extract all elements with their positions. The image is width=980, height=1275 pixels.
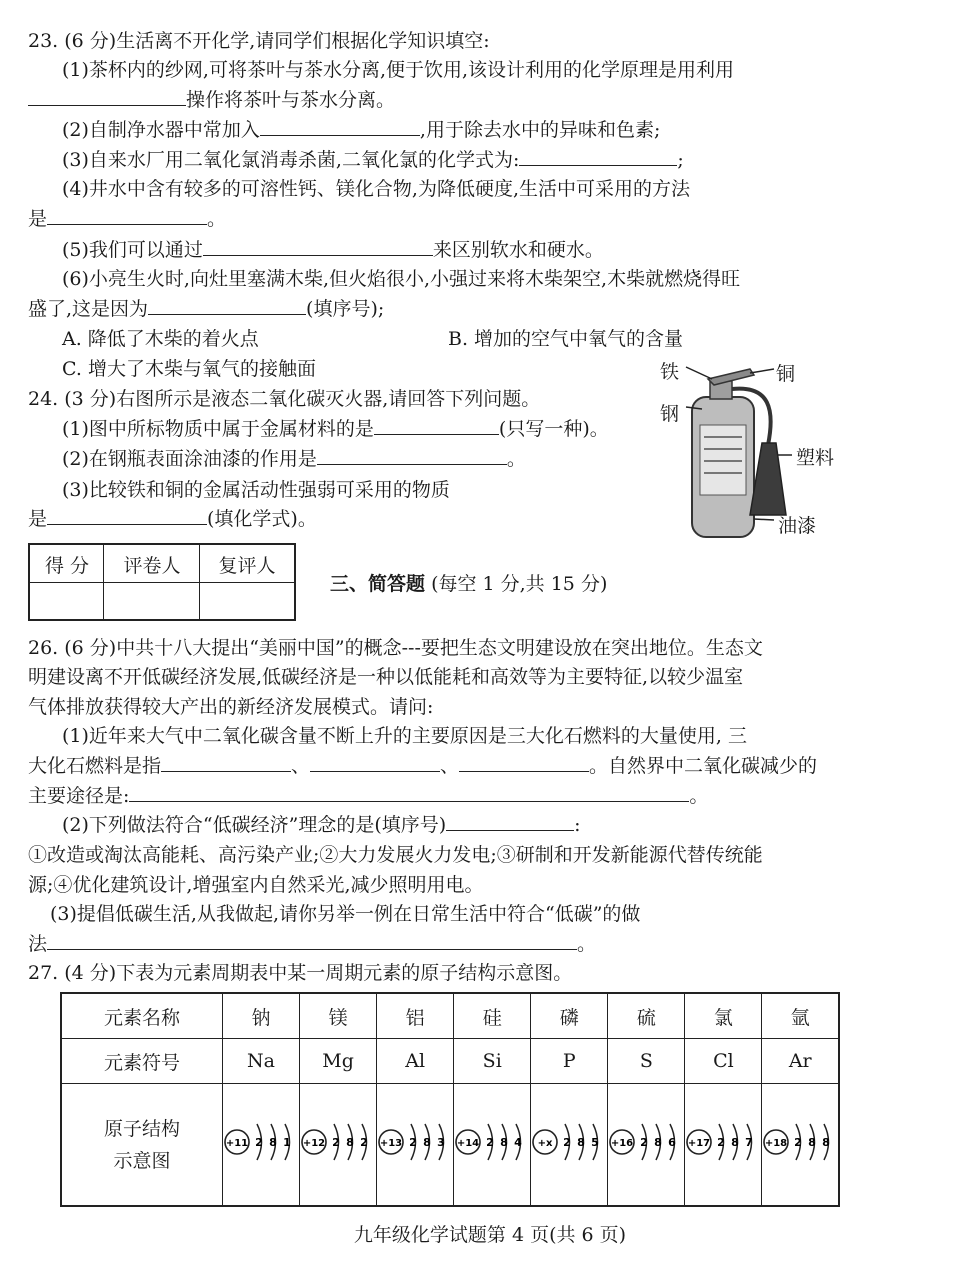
q23-part6-line2 xyxy=(28,296,384,322)
section-3-heading xyxy=(330,571,607,597)
q26-sep-1: 、 xyxy=(291,755,311,777)
atom-diagram-cell xyxy=(454,1084,531,1207)
grading-grader-label: 评卷人 xyxy=(123,555,181,577)
q24-part2-tail: 。 xyxy=(506,448,526,470)
q26-line-2: 明建设离不开低碳经济发展,低碳经济是一种以低能耗和高效等为主要特征,以较少温室 xyxy=(28,666,744,688)
q23-part4-line2 xyxy=(28,206,226,232)
atom-structure-diagram xyxy=(608,1112,688,1172)
element-name-cell: 铝 xyxy=(377,993,454,1039)
element-symbol-cell: Cl xyxy=(685,1039,762,1084)
q24-part3-tail: (填化学式)。 xyxy=(207,508,317,530)
electron-count: 8 xyxy=(500,1136,509,1149)
q24-blank-1[interactable] xyxy=(374,416,499,435)
q26-blank-fuel-1[interactable] xyxy=(161,753,291,772)
q24-part2-text: (2)在钢瓶表面涂油漆的作用是 xyxy=(62,448,317,470)
q23-blank-6[interactable] xyxy=(148,296,306,315)
q24-part2 xyxy=(62,446,526,472)
q26-line-1: 26. (6 分)中共十八大提出“美丽中国”的概念---要把生态文明建设放在突出地位。生态文 xyxy=(28,637,763,659)
element-symbol-header: 元素符号 xyxy=(61,1039,223,1084)
label-iron: 铁 xyxy=(660,361,680,383)
electron-count: 2 xyxy=(486,1136,495,1149)
element-symbol-row xyxy=(61,1039,839,1084)
page-footer: 九年级化学试题第 4 页(共 6 页) xyxy=(353,1224,627,1246)
q26-part2-text: (2)下列做法符合“低碳经济”理念的是(填序号) xyxy=(62,814,447,836)
q23-part6-tail: (填序号); xyxy=(306,298,385,320)
element-symbol-cell: Mg xyxy=(300,1039,377,1084)
q23-part6-text: (6)小亮生火时,向灶里塞满木柴,但火焰很小,小强过来将木柴架空,木柴就燃烧得旺 xyxy=(62,268,741,290)
q23-part3 xyxy=(62,147,684,173)
q23-blank-1[interactable] xyxy=(28,87,186,106)
label-copper: 铜 xyxy=(776,363,796,385)
q23-option-a: A. 降低了木柴的着火点 xyxy=(62,328,259,350)
electron-count: 8 xyxy=(731,1136,740,1149)
electron-count: 1 xyxy=(283,1136,291,1149)
q24-part1-text: (1)图中所标物质中属于金属材料的是 xyxy=(62,418,374,440)
atom-diagram-cell xyxy=(531,1084,608,1207)
q23-part4-tail: 。 xyxy=(207,208,227,230)
fire-extinguisher-figure xyxy=(650,355,890,545)
element-name-cell: 硫 xyxy=(608,993,685,1039)
electron-count: 2 xyxy=(563,1136,572,1149)
electron-count: 6 xyxy=(668,1136,677,1149)
grading-score-label: 得 分 xyxy=(44,555,90,577)
q23-part4-text: (4)井水中含有较多的可溶性钙、镁化合物,为降低硬度,生活中可采用的方法 xyxy=(62,178,690,200)
electron-count: 8 xyxy=(423,1136,431,1149)
q23-blank-2[interactable] xyxy=(260,117,420,136)
q23-part5 xyxy=(62,237,604,263)
atom-structure-diagram xyxy=(300,1112,380,1172)
atom-diagram-cell xyxy=(300,1084,377,1207)
electron-count: 2 xyxy=(360,1136,368,1149)
element-name-cell: 硅 xyxy=(454,993,531,1039)
element-name-cell: 氩 xyxy=(762,993,839,1039)
atom-structure-diagram xyxy=(377,1112,457,1172)
atom-diagram-header-line1: 原子结构 xyxy=(103,1117,180,1140)
q23-option-b: B. 增加的空气中氧气的含量 xyxy=(448,328,684,350)
q26-part1-end: 。 xyxy=(689,785,709,807)
electron-count: 8 xyxy=(269,1136,277,1149)
q24-part3-text: (3)比较铁和铜的金属活动性强弱可采用的物质 xyxy=(62,479,450,501)
atom-diagram-cell xyxy=(762,1084,839,1207)
nucleus-charge: +17 xyxy=(688,1138,711,1149)
q24-blank-3[interactable] xyxy=(47,506,207,525)
atom-diagram-cell xyxy=(608,1084,685,1207)
q26-part2-tail: : xyxy=(574,814,581,836)
grading-reviewer-label: 复评人 xyxy=(218,555,276,577)
q26-part2-options-2: 源;④优化建筑设计,增强室内自然采光,减少照明用电。 xyxy=(28,874,484,896)
atom-structure-diagram xyxy=(223,1112,303,1172)
q24-title: 24. (3 分)右图所示是液态二氧化碳灭火器,请回答下列问题。 xyxy=(28,388,541,410)
q26-blank-fuel-3[interactable] xyxy=(459,753,589,772)
nucleus-charge: +12 xyxy=(302,1138,326,1149)
electron-count: 2 xyxy=(640,1136,649,1149)
electron-count: 8 xyxy=(822,1136,831,1149)
fire-extinguisher-icon xyxy=(650,355,890,545)
q23-part3-tail: ; xyxy=(677,149,684,171)
q27-title: 27. (4 分)下表为元素周期表中某一周期元素的原子结构示意图。 xyxy=(28,962,573,984)
label-steel: 钢 xyxy=(660,403,680,425)
q23-part1-text: (1)茶杯内的纱网,可将茶叶与茶水分离,便于饮用,该设计利用的化学原理是用利用 xyxy=(62,59,735,81)
electron-count: 2 xyxy=(794,1136,803,1149)
atom-diagram-cell xyxy=(223,1084,300,1207)
electron-count: 4 xyxy=(514,1136,523,1149)
section-3-title: 三、简答题 xyxy=(330,573,426,595)
q26-line-3: 气体排放获得较大产出的新经济发展模式。请问: xyxy=(28,696,434,718)
atom-structure-diagram xyxy=(454,1112,534,1172)
q23-blank-5[interactable] xyxy=(203,237,433,256)
q26-part1-line3 xyxy=(28,783,708,809)
electron-count: 5 xyxy=(591,1136,600,1149)
q23-part3-text: (3)自来水厂用二氧化氯消毒杀菌,二氧化氯的化学式为: xyxy=(62,149,520,171)
nucleus-charge: +16 xyxy=(611,1138,634,1149)
q23-part5-text: (5)我们可以通过 xyxy=(62,239,203,261)
element-name-header: 元素名称 xyxy=(61,993,223,1039)
atom-structure-diagram xyxy=(685,1112,765,1172)
element-name-cell: 镁 xyxy=(300,993,377,1039)
q26-part2-options-1: ①改造或淘汰高能耗、高污染产业;②大力发展火力发电;③研制和开发新能源代替传统能 xyxy=(28,844,763,866)
label-paint: 油漆 xyxy=(778,515,817,537)
q24-blank-2[interactable] xyxy=(317,446,507,465)
q26-part1-lead: 大化石燃料是指 xyxy=(28,755,162,777)
q26-blank-example[interactable] xyxy=(47,931,577,950)
q23-part2 xyxy=(62,117,660,143)
atom-diagram-header-line2: 示意图 xyxy=(113,1149,171,1172)
nucleus-charge: +x xyxy=(537,1138,553,1149)
element-symbol-cell: Na xyxy=(223,1039,300,1084)
q26-part3-lead: 法 xyxy=(28,933,48,955)
element-name-row xyxy=(61,993,839,1039)
q23-part1-line2 xyxy=(28,87,395,113)
electron-count: 7 xyxy=(745,1136,754,1149)
electron-count: 2 xyxy=(255,1136,263,1149)
q23-part4-lead: 是 xyxy=(28,208,48,230)
electron-count: 8 xyxy=(577,1136,586,1149)
element-symbol-cell: Al xyxy=(377,1039,454,1084)
q26-part3-text: (3)提倡低碳生活,从我做起,请你另举一例在日常生活中符合“低碳”的做 xyxy=(50,903,641,925)
q23-title: 23. (6 分)生活离不开化学,请同学们根据化学知识填空: xyxy=(28,30,490,52)
element-table xyxy=(60,992,840,1207)
element-name-cell: 钠 xyxy=(223,993,300,1039)
q23-blank-3[interactable] xyxy=(519,147,677,166)
element-symbol-cell: S xyxy=(608,1039,685,1084)
grading-box xyxy=(28,543,296,621)
nucleus-charge: +14 xyxy=(457,1138,480,1149)
q26-part1-line2 xyxy=(28,753,817,779)
nucleus-charge: +13 xyxy=(379,1138,403,1149)
q23-part6-lead: 盛了,这是因为 xyxy=(28,298,149,320)
q26-part1-text: (1)近年来大气中二氧化碳含量不断上升的主要原因是三大化石燃料的大量使用, 三 xyxy=(62,725,747,747)
element-name-cell: 磷 xyxy=(531,993,608,1039)
atom-diagram-cell xyxy=(377,1084,454,1207)
q24-part1-tail: (只写一种)。 xyxy=(498,418,609,440)
q26-part3-end: 。 xyxy=(577,933,597,955)
label-plastic: 塑料 xyxy=(796,447,835,469)
q23-option-c: C. 增大了木柴与氧气的接触面 xyxy=(62,358,316,380)
element-name-cell: 氯 xyxy=(685,993,762,1039)
electron-count: 2 xyxy=(717,1136,726,1149)
electron-count: 2 xyxy=(332,1136,340,1149)
q24-part3-line2 xyxy=(28,506,317,532)
q23-part2-text: (2)自制净水器中常加入 xyxy=(62,119,260,141)
atom-structure-diagram xyxy=(531,1112,611,1172)
q26-blank-co2-reduction[interactable] xyxy=(129,783,689,802)
atom-diagram-row xyxy=(61,1084,839,1207)
electron-count: 3 xyxy=(437,1136,445,1149)
atom-diagram-cell xyxy=(685,1084,762,1207)
q23-part1-tail: 操作将茶叶与茶水分离。 xyxy=(186,89,396,111)
atom-diagram-header xyxy=(61,1084,223,1207)
electron-count: 8 xyxy=(654,1136,663,1149)
q26-sep-2: 、 xyxy=(440,755,460,777)
q26-part1-tail: 。自然界中二氧化碳减少的 xyxy=(589,755,818,777)
element-symbol-cell: Si xyxy=(454,1039,531,1084)
q23-part2-tail: ,用于除去水中的异味和色素; xyxy=(419,119,661,141)
electron-count: 8 xyxy=(808,1136,817,1149)
atom-structure-diagram xyxy=(762,1112,842,1172)
q24-part3-lead: 是 xyxy=(28,508,48,530)
q26-part3-line2 xyxy=(28,931,596,957)
element-symbol-cell: Ar xyxy=(762,1039,839,1084)
element-symbol-cell: P xyxy=(531,1039,608,1084)
electron-count: 2 xyxy=(409,1136,417,1149)
q23-blank-4[interactable] xyxy=(47,206,207,225)
q26-part1-lead2: 主要途径是: xyxy=(28,785,130,807)
electron-count: 8 xyxy=(346,1136,354,1149)
q26-blank-fuel-2[interactable] xyxy=(310,753,440,772)
section-3-note: (每空 1 分,共 15 分) xyxy=(431,573,608,595)
q26-part2 xyxy=(62,812,581,838)
q23-part5-tail: 来区别软水和硬水。 xyxy=(432,239,604,261)
q26-blank-lowcarbon[interactable] xyxy=(446,812,574,831)
nucleus-charge: +11 xyxy=(225,1138,249,1149)
nucleus-charge: +18 xyxy=(765,1138,788,1149)
q24-part1 xyxy=(62,416,609,442)
